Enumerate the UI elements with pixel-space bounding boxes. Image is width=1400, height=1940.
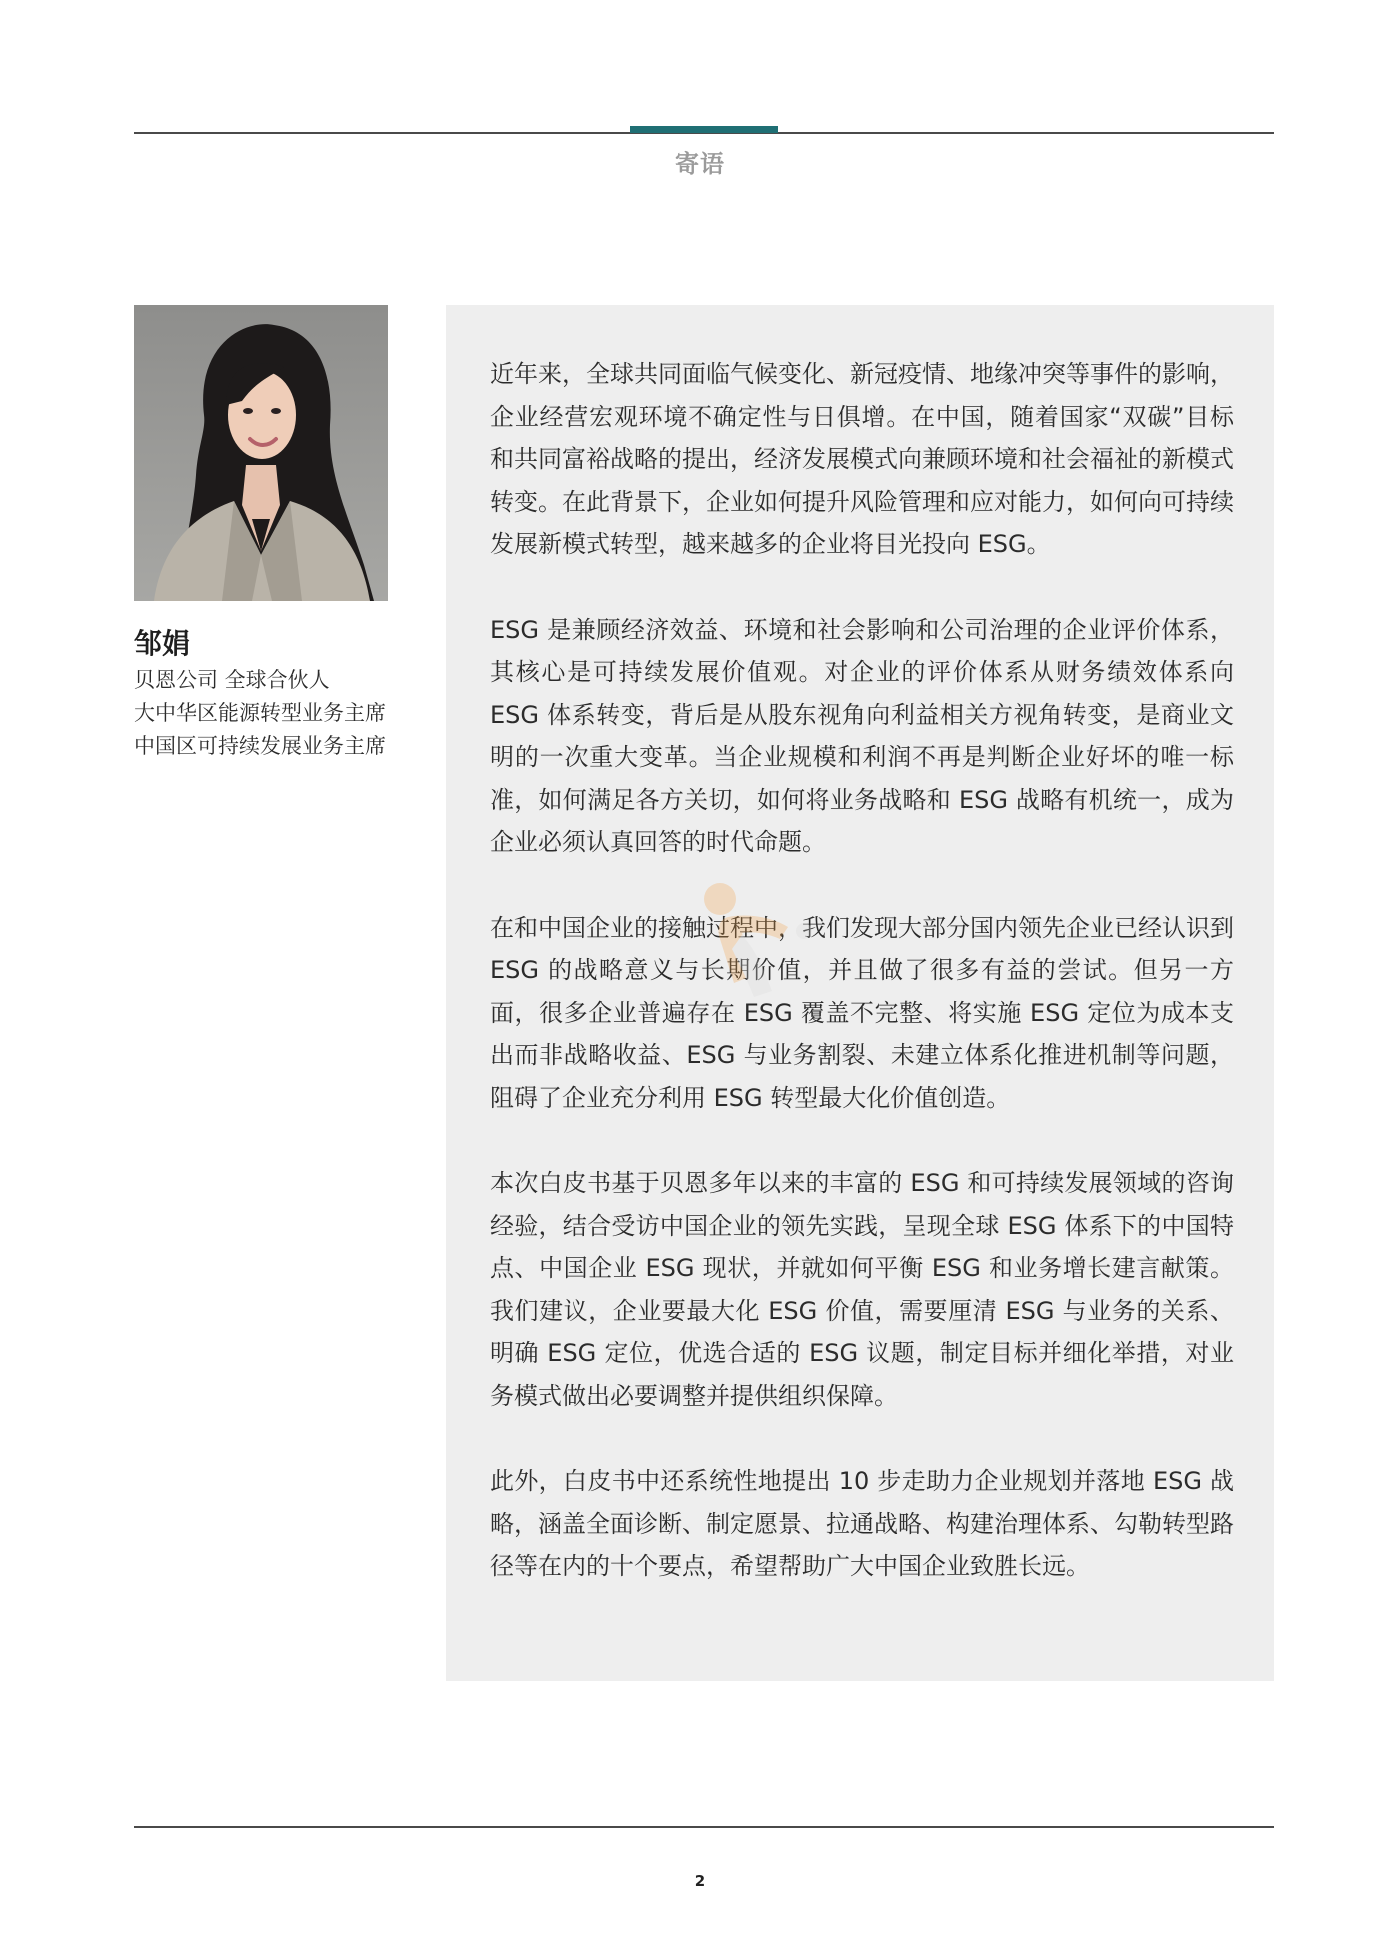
letter-body [490,353,1234,1631]
page-number: 2 [694,1872,706,1890]
letter-paragraph: 本次白皮书基于贝恩多年以来的丰富的 ESG 和可持续发展领域的咨询经验，结合受访中国企业的领先实践，呈现全球 ESG 体系下的中国特点、中国企业 ESG 现状，并就如何平衡 ESG 和业务增长建言献策。我们建议，企业要最大化 ESG 价值，需要厘清 ESG 与业务的关系、明确 ESG 定位，优选合适的 ESG 议题，制定目标并细化举措，对业务模式做出必要调整并提供组织保障。 [490,1169,1234,1410]
author-roles [134,664,434,763]
author-name: 邹娟 [134,627,191,660]
letter-paragraph: 在和中国企业的接触过程中，我们发现大部分国内领先企业已经认识到 ESG 的战略意义与长期价值，并且做了很多有益的尝试。但另一方面，很多企业普遍存在 ESG 覆盖不完整、将实施 ESG 定位为成本支出而非战略收益、ESG 与业务割裂、未建立体系化推进机制等问题，阻碍了企业充分利用 ESG 转型最大化价值创造。 [490,913,1234,1112]
footer-rule [134,1826,1274,1828]
author-role: 中国区可持续发展业务主席 [134,734,386,758]
section-title: 寄语 [675,150,725,178]
author-role: 贝恩公司 全球合伙人 [134,668,330,692]
letter-panel [446,305,1274,1681]
letter-paragraph: ESG 是兼顾经济效益、环境和社会影响和公司治理的企业评价体系，其核心是可持续发展价值观。对企业的评价体系从财务绩效体系向 ESG 体系转变，背后是从股东视角向利益相关方视角转变，是商业文明的一次重大变革。当企业规模和利润不再是判断企业好坏的唯一标准，如何满足各方关切，如何将业务战略和 ESG 战略有机统一，成为企业必须认真回答的时代命题。 [490,615,1234,856]
watermark-figure-icon [676,865,826,1015]
author-role: 大中华区能源转型业务主席 [134,701,386,725]
letter-paragraph: 此外，白皮书中还系统性地提出 10 步走助力企业规划并落地 ESG 战略，涵盖全面诊断、制定愿景、拉通战略、构建治理体系、勾勒转型路径等在内的十个要点，希望帮助广大中国企业致胜长远。 [490,1467,1234,1580]
header-accent-bar [630,126,778,133]
author-portrait [134,305,388,601]
letter-paragraph: 近年来，全球共同面临气候变化、新冠疫情、地缘冲突等事件的影响，企业经营宏观环境不确定性与日俱增。在中国，随着国家“双碳”目标和共同富裕战略的提出，经济发展模式向兼顾环境和社会福祉的新模式转变。在此背景下，企业如何提升风险管理和应对能力，如何向可持续发展新模式转型，越来越多的企业将目光投向 ESG。 [490,360,1234,558]
